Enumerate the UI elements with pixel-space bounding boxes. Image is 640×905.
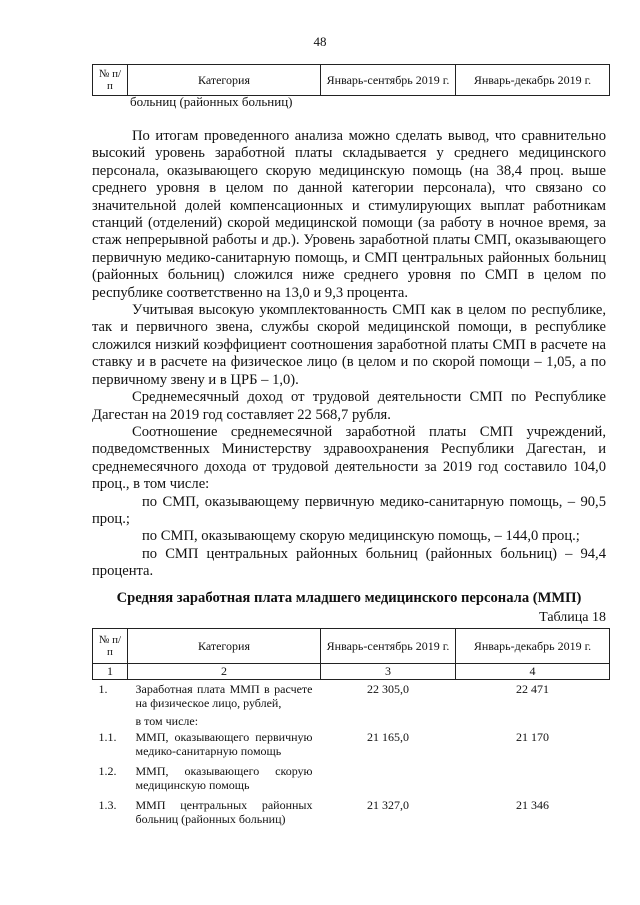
row-category: Заработная плата ММП в расчете на физическое лицо, рублей, (135, 682, 313, 710)
body-text (92, 128, 606, 581)
paragraph: По итогам проведенного анализа можно сделать вывод, что сравнительно высокий уровень заработной платы складывается у среднего медицинского персонала, оказывающего скорую медицинскую помощь (на 38,4 проц. выше среднего уровня в целом по данной категории персонала), что связано со значительной долей компенсационных и стимулирующих выплат работникам станций (отделений) скорой медицинской помощи (за работу в ночное время, за стаж непрерывной работы и др.). Уровень заработной платы СМП, оказывающего первичную медико-санитарную помощь, и СМП центральных районных больниц (районных больниц) сложился ниже среднего уровня по СМП в целом по республике соответственно на 13,0 и 9,3 процента. (92, 128, 606, 301)
row-value-period1 (321, 762, 456, 796)
col-index: 3 (321, 664, 456, 680)
col-num-header: № п/п (93, 65, 128, 96)
row-number: 1.2. (98, 764, 117, 778)
paragraph: Среднемесячный доход от трудовой деятельности СМП по Республике Дагестан на 2019 год составляет 22 568,7 рубля. (92, 389, 606, 423)
row-value-period2 (456, 762, 610, 796)
continued-table-header (92, 64, 610, 96)
row-value-period2: 22 471 (516, 682, 549, 696)
row-category: в том числе: (135, 714, 199, 728)
page-number: 48 (313, 34, 327, 49)
row-value-period1 (321, 714, 456, 728)
continued-row-text: больниц (районных больниц) (130, 94, 293, 109)
salary-table (92, 628, 610, 830)
table-row (93, 762, 610, 796)
row-value-period2: 21 170 (516, 730, 549, 744)
table-row (93, 714, 610, 728)
table-row (93, 796, 610, 830)
table-row (93, 728, 610, 762)
paragraph: Учитывая высокую укомплектованность СМП как в целом по республике, так и первичного звена, службы скорой медицинской помощи, в республике сложился низкий коэффициент соотношения заработной платы СМП в расчете на ставку и в расчете на физическое лицо (в целом и по скорой помощи – 1,05, а по первичному звену и в ЦРБ – 1,0). (92, 302, 606, 388)
col-period2-header: Январь-декабрь 2019 г. (456, 65, 610, 96)
table-row (93, 680, 610, 715)
col-category-header: Категория (128, 629, 321, 664)
table-label: Таблица 18 (539, 610, 606, 625)
row-number (93, 714, 128, 728)
col-period1-header: Январь-сентябрь 2019 г. (321, 65, 456, 96)
row-value-period2: 21 346 (516, 798, 549, 812)
row-value-period1: 22 305,0 (367, 682, 409, 696)
paragraph: Соотношение среднемесячной заработной платы СМП учреждений, подведомственных Министерству здравоохранения Республики Дагестан, и среднемесячного дохода от трудовой деятельности за 2019 год составило 104,0 проц., в том числе: (92, 423, 606, 493)
col-index: 1 (93, 664, 128, 680)
sub-item: по СМП центральных районных больниц (районных больниц) – 94,4 процента. (92, 545, 606, 580)
row-category: ММП центральных районных больниц (районных больниц) (135, 798, 313, 826)
sub-item: по СМП, оказывающему скорую медицинскую помощь, – 144,0 проц.; (142, 528, 580, 545)
col-period2-header: Январь-декабрь 2019 г. (456, 629, 610, 664)
col-index: 4 (456, 664, 610, 680)
col-category-header: Категория (128, 65, 321, 96)
row-category: ММП, оказывающего первичную медико-санитарную помощь (135, 730, 313, 758)
col-index: 2 (128, 664, 321, 680)
row-category: ММП, оказывающего скорую медицинскую помощь (135, 764, 313, 792)
row-value-period2 (456, 714, 610, 728)
sub-item: по СМП, оказывающему первичную медико-санитарную помощь, – 90,5 проц.; (92, 493, 606, 527)
table-title: Средняя заработная плата младшего медицинского персонала (ММП) (116, 590, 582, 606)
col-num-header: № п/п (93, 629, 128, 664)
row-value-period1: 21 327,0 (367, 798, 409, 812)
row-number: 1. (98, 682, 108, 696)
row-number: 1.3. (98, 798, 117, 812)
col-period1-header: Январь-сентябрь 2019 г. (321, 629, 456, 664)
row-value-period1: 21 165,0 (367, 730, 409, 744)
row-number: 1.1. (98, 730, 117, 744)
